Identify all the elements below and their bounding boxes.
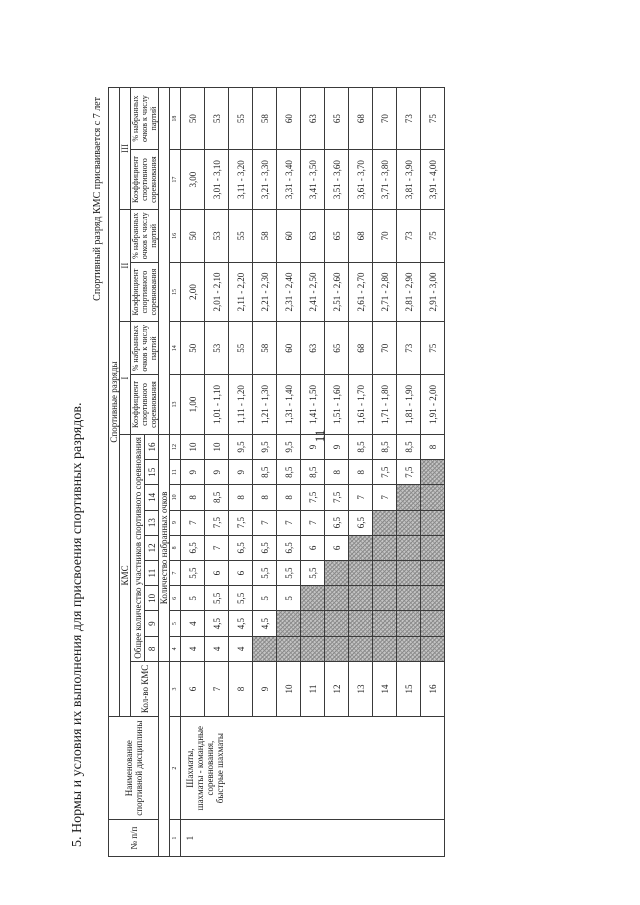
points-cell bbox=[397, 485, 421, 510]
header-pad-right bbox=[159, 88, 170, 435]
points-cell bbox=[301, 586, 325, 611]
points-cell: 8,5 bbox=[397, 434, 421, 459]
r1-coef-cell: 1,51 - 1,60 bbox=[325, 375, 349, 435]
r3-pct-cell: 73 bbox=[397, 88, 421, 150]
points-cell: 5,5 bbox=[277, 561, 301, 586]
r3-pct-cell: 55 bbox=[229, 88, 253, 150]
r1-pct-cell: 50 bbox=[181, 322, 205, 375]
points-cell bbox=[325, 586, 349, 611]
table-row bbox=[181, 88, 205, 857]
column-number: 2 bbox=[170, 717, 181, 820]
kms-count-cell: 15 bbox=[397, 661, 421, 716]
header-row-1 bbox=[109, 88, 120, 857]
points-cell: 5,5 bbox=[181, 561, 205, 586]
points-cell: 4 bbox=[181, 636, 205, 661]
r2-coef-cell: 2,81 - 2,90 bbox=[397, 262, 421, 322]
points-cell bbox=[325, 636, 349, 661]
r3-pct-cell: 65 bbox=[325, 88, 349, 150]
points-cell: 7 bbox=[349, 485, 373, 510]
points-cell: 10 bbox=[205, 434, 229, 459]
points-cell bbox=[277, 636, 301, 661]
r3-coef-cell: 3,21 - 3,30 bbox=[253, 150, 277, 210]
header-total-participants: Общее количество участников спортивного соревнования bbox=[131, 434, 145, 661]
points-cell: 9,5 bbox=[277, 434, 301, 459]
r1-pct-cell: 75 bbox=[421, 322, 445, 375]
points-cell: 9 bbox=[301, 434, 325, 459]
kms-count-cell: 12 bbox=[325, 661, 349, 716]
points-cell bbox=[325, 611, 349, 636]
r3-pct-cell: 70 bbox=[373, 88, 397, 150]
points-cell: 7,5 bbox=[325, 485, 349, 510]
points-cell: 7 bbox=[277, 510, 301, 535]
r3-pct-cell: 53 bbox=[205, 88, 229, 150]
header-rank-2-pct: % набранных очков к числу партий bbox=[131, 209, 159, 262]
r2-pct-cell: 75 bbox=[421, 209, 445, 262]
points-cell: 6,5 bbox=[181, 535, 205, 560]
participant-count: 12 bbox=[145, 535, 159, 560]
r3-pct-cell: 58 bbox=[253, 88, 277, 150]
points-cell: 6,5 bbox=[349, 510, 373, 535]
points-cell: 4,5 bbox=[253, 611, 277, 636]
column-number: 14 bbox=[170, 322, 181, 375]
r2-coef-cell: 2,61 - 2,70 bbox=[349, 262, 373, 322]
points-cell: 9 bbox=[181, 460, 205, 485]
r1-pct-cell: 58 bbox=[253, 322, 277, 375]
discipline-line: шахматы - командные соревнования, bbox=[195, 725, 215, 811]
points-cell: 7 bbox=[373, 485, 397, 510]
r2-pct-cell: 73 bbox=[397, 209, 421, 262]
r3-pct-cell: 75 bbox=[421, 88, 445, 150]
r2-coef-cell: 2,31 - 2,40 bbox=[277, 262, 301, 322]
r2-coef-cell: 2,00 bbox=[181, 262, 205, 322]
r3-coef-cell: 3,71 - 3,80 bbox=[373, 150, 397, 210]
header-rank-3: III bbox=[120, 88, 131, 210]
discipline-line: Шахматы, bbox=[185, 748, 195, 788]
column-number: 17 bbox=[170, 150, 181, 210]
points-cell bbox=[421, 485, 445, 510]
points-cell: 8,5 bbox=[205, 485, 229, 510]
points-cell bbox=[397, 535, 421, 560]
header-rank-1-pct: % набранных очков к числу партий bbox=[131, 322, 159, 375]
points-cell: 6,5 bbox=[325, 510, 349, 535]
points-cell bbox=[421, 636, 445, 661]
points-cell bbox=[397, 561, 421, 586]
points-cell: 9 bbox=[229, 460, 253, 485]
column-number: 16 bbox=[170, 209, 181, 262]
kms-count-cell: 9 bbox=[253, 661, 277, 716]
points-cell bbox=[253, 636, 277, 661]
points-cell: 5,5 bbox=[301, 561, 325, 586]
points-cell: 7 bbox=[205, 535, 229, 560]
points-cell bbox=[397, 586, 421, 611]
points-caption-row bbox=[159, 88, 170, 857]
r3-pct-cell: 50 bbox=[181, 88, 205, 150]
r2-coef-cell: 2,11 - 2,20 bbox=[229, 262, 253, 322]
column-number: 1 bbox=[170, 820, 181, 857]
points-cell: 8 bbox=[253, 485, 277, 510]
header-rank-1: I bbox=[120, 322, 131, 434]
points-cell: 6,5 bbox=[277, 535, 301, 560]
points-cell bbox=[373, 561, 397, 586]
points-cell: 8,5 bbox=[373, 434, 397, 459]
points-cell: 9,5 bbox=[253, 434, 277, 459]
points-cell: 8 bbox=[349, 460, 373, 485]
points-cell bbox=[349, 611, 373, 636]
participant-count: 10 bbox=[145, 586, 159, 611]
points-cell: 6 bbox=[229, 561, 253, 586]
r3-coef-cell: 3,61 - 3,70 bbox=[349, 150, 373, 210]
kms-age-note: Спортивный разряд КМС присваивается с 7 лет bbox=[92, 97, 103, 301]
discipline-cell bbox=[181, 717, 445, 820]
points-cell bbox=[421, 586, 445, 611]
kms-count-cell: 7 bbox=[205, 661, 229, 716]
points-cell bbox=[373, 510, 397, 535]
participant-count: 8 bbox=[145, 636, 159, 661]
points-cell: 7,5 bbox=[301, 485, 325, 510]
r2-pct-cell: 55 bbox=[229, 209, 253, 262]
kms-count-cell: 10 bbox=[277, 661, 301, 716]
header-rank-3-coef: Коэффициент спортивного соревнования bbox=[131, 150, 159, 210]
header-kms: КМС bbox=[120, 434, 131, 716]
r1-pct-cell: 73 bbox=[397, 322, 421, 375]
points-cell: 6 bbox=[325, 535, 349, 560]
r2-pct-cell: 63 bbox=[301, 209, 325, 262]
r1-coef-cell: 1,21 - 1,30 bbox=[253, 375, 277, 435]
points-cell: 4 bbox=[181, 611, 205, 636]
r3-coef-cell: 3,81 - 3,90 bbox=[397, 150, 421, 210]
points-cell: 10 bbox=[181, 434, 205, 459]
r2-pct-cell: 68 bbox=[349, 209, 373, 262]
points-cell: 8 bbox=[325, 460, 349, 485]
header-pad-left bbox=[159, 661, 170, 856]
column-number: 8 bbox=[170, 535, 181, 560]
r1-coef-cell: 1,91 - 2,00 bbox=[421, 375, 445, 435]
points-cell bbox=[325, 561, 349, 586]
r2-coef-cell: 2,21 - 2,30 bbox=[253, 262, 277, 322]
points-cell: 7,5 bbox=[205, 510, 229, 535]
r3-pct-cell: 60 bbox=[277, 88, 301, 150]
r1-coef-cell: 1,01 - 1,10 bbox=[205, 375, 229, 435]
column-number: 12 bbox=[170, 434, 181, 459]
r2-coef-cell: 2,71 - 2,80 bbox=[373, 262, 397, 322]
points-cell bbox=[301, 611, 325, 636]
points-cell: 4 bbox=[205, 636, 229, 661]
page-number: 11 bbox=[312, 429, 327, 443]
participant-count: 11 bbox=[145, 561, 159, 586]
header-rank-1-coef: Коэффициент спортивного соревнования bbox=[131, 375, 159, 435]
points-cell: 8 bbox=[277, 485, 301, 510]
r1-coef-cell: 1,00 bbox=[181, 375, 205, 435]
r1-pct-cell: 70 bbox=[373, 322, 397, 375]
points-cell bbox=[349, 586, 373, 611]
r3-coef-cell: 3,00 bbox=[181, 150, 205, 210]
column-number: 5 bbox=[170, 611, 181, 636]
participant-count: 13 bbox=[145, 510, 159, 535]
points-cell: 7,5 bbox=[229, 510, 253, 535]
points-cell bbox=[421, 510, 445, 535]
column-number: 13 bbox=[170, 375, 181, 435]
participant-count: 16 bbox=[145, 434, 159, 459]
points-cell: 6,5 bbox=[253, 535, 277, 560]
points-cell: 6,5 bbox=[229, 535, 253, 560]
header-rank-2-coef: Коэффициент спортивного соревнования bbox=[131, 262, 159, 322]
column-number: 9 bbox=[170, 510, 181, 535]
kms-count-cell: 16 bbox=[421, 661, 445, 716]
points-cell bbox=[373, 636, 397, 661]
r3-coef-cell: 3,01 - 3,10 bbox=[205, 150, 229, 210]
points-cell bbox=[421, 535, 445, 560]
kms-count-cell: 11 bbox=[301, 661, 325, 716]
r1-pct-cell: 65 bbox=[325, 322, 349, 375]
points-cell bbox=[373, 586, 397, 611]
r1-pct-cell: 55 bbox=[229, 322, 253, 375]
points-cell bbox=[349, 535, 373, 560]
points-cell bbox=[349, 561, 373, 586]
norms-table bbox=[108, 87, 445, 857]
r2-pct-cell: 65 bbox=[325, 209, 349, 262]
points-cell: 4,5 bbox=[229, 611, 253, 636]
points-cell: 4,5 bbox=[205, 611, 229, 636]
column-number: 6 bbox=[170, 586, 181, 611]
points-cell: 5,5 bbox=[253, 561, 277, 586]
points-cell: 7 bbox=[301, 510, 325, 535]
points-cell: 5 bbox=[181, 586, 205, 611]
rotated-page bbox=[28, 87, 628, 857]
participant-count: 14 bbox=[145, 485, 159, 510]
discipline-line: быстрые шахматы bbox=[215, 733, 225, 804]
points-cell: 6 bbox=[301, 535, 325, 560]
points-cell: 8 bbox=[421, 434, 445, 459]
header-rank-2: II bbox=[120, 209, 131, 321]
kms-count-cell: 14 bbox=[373, 661, 397, 716]
column-number: 10 bbox=[170, 485, 181, 510]
r3-pct-cell: 63 bbox=[301, 88, 325, 150]
document-heading: 5. Нормы и условия их выполнения для присвоения спортивных разрядов. bbox=[70, 402, 85, 847]
points-cell: 7 bbox=[181, 510, 205, 535]
kms-count-cell: 8 bbox=[229, 661, 253, 716]
points-cell bbox=[373, 611, 397, 636]
points-cell bbox=[397, 510, 421, 535]
points-cell: 8,5 bbox=[253, 460, 277, 485]
column-number: 18 bbox=[170, 88, 181, 150]
points-cell: 7,5 bbox=[373, 460, 397, 485]
r1-pct-cell: 63 bbox=[301, 322, 325, 375]
points-cell bbox=[373, 535, 397, 560]
points-cell: 8 bbox=[229, 485, 253, 510]
points-cell: 6 bbox=[205, 561, 229, 586]
r2-pct-cell: 70 bbox=[373, 209, 397, 262]
header-sport-ranks: Спортивные разряды bbox=[109, 88, 120, 717]
r1-coef-cell: 1,11 - 1,20 bbox=[229, 375, 253, 435]
r3-coef-cell: 3,51 - 3,60 bbox=[325, 150, 349, 210]
points-cell: 8,5 bbox=[301, 460, 325, 485]
column-number: 11 bbox=[170, 460, 181, 485]
r3-coef-cell: 3,31 - 3,40 bbox=[277, 150, 301, 210]
kms-count-cell: 13 bbox=[349, 661, 373, 716]
r3-coef-cell: 3,11 - 3,20 bbox=[229, 150, 253, 210]
r2-coef-cell: 2,41 - 2,50 bbox=[301, 262, 325, 322]
header-rank-3-pct: % набранных очков к числу партий bbox=[131, 88, 159, 150]
header-kms-count: Кол-во КМС bbox=[131, 661, 159, 716]
r1-coef-cell: 1,61 - 1,70 bbox=[349, 375, 373, 435]
r2-pct-cell: 60 bbox=[277, 209, 301, 262]
points-cell: 5,5 bbox=[229, 586, 253, 611]
row-number: 1 bbox=[181, 820, 445, 857]
r1-coef-cell: 1,41 - 1,50 bbox=[301, 375, 325, 435]
column-number: 4 bbox=[170, 636, 181, 661]
points-cell bbox=[421, 611, 445, 636]
points-cell: 7,5 bbox=[397, 460, 421, 485]
r2-coef-cell: 2,51 - 2,60 bbox=[325, 262, 349, 322]
r1-pct-cell: 68 bbox=[349, 322, 373, 375]
r2-pct-cell: 58 bbox=[253, 209, 277, 262]
r3-pct-cell: 68 bbox=[349, 88, 373, 150]
r2-coef-cell: 2,01 - 2,10 bbox=[205, 262, 229, 322]
r1-coef-cell: 1,81 - 1,90 bbox=[397, 375, 421, 435]
column-number: 3 bbox=[170, 661, 181, 716]
points-cell: 9,5 bbox=[229, 434, 253, 459]
r1-pct-cell: 60 bbox=[277, 322, 301, 375]
points-cell: 5 bbox=[253, 586, 277, 611]
r1-coef-cell: 1,31 - 1,40 bbox=[277, 375, 301, 435]
participant-count: 15 bbox=[145, 460, 159, 485]
points-cell: 9 bbox=[325, 434, 349, 459]
header-points-count: Количество набранных очков bbox=[159, 434, 170, 661]
column-number-row bbox=[170, 88, 181, 857]
r1-coef-cell: 1,71 - 1,80 bbox=[373, 375, 397, 435]
r1-pct-cell: 53 bbox=[205, 322, 229, 375]
points-cell bbox=[397, 611, 421, 636]
r3-coef-cell: 3,41 - 3,50 bbox=[301, 150, 325, 210]
points-cell: 5,5 bbox=[205, 586, 229, 611]
points-cell: 7 bbox=[253, 510, 277, 535]
header-number: № п/п bbox=[109, 820, 159, 857]
points-cell: 5 bbox=[277, 586, 301, 611]
points-cell bbox=[421, 561, 445, 586]
r2-coef-cell: 2,91 - 3,00 bbox=[421, 262, 445, 322]
participant-count: 9 bbox=[145, 611, 159, 636]
r2-pct-cell: 50 bbox=[181, 209, 205, 262]
kms-count-cell: 6 bbox=[181, 661, 205, 716]
points-cell bbox=[301, 636, 325, 661]
points-cell: 4 bbox=[229, 636, 253, 661]
header-discipline: Наименование спортивной дисциплины bbox=[109, 717, 159, 820]
column-number: 15 bbox=[170, 262, 181, 322]
points-cell bbox=[421, 460, 445, 485]
points-cell: 8,5 bbox=[277, 460, 301, 485]
r3-coef-cell: 3,91 - 4,00 bbox=[421, 150, 445, 210]
points-cell bbox=[277, 611, 301, 636]
points-cell: 8,5 bbox=[349, 434, 373, 459]
points-cell bbox=[397, 636, 421, 661]
points-cell: 8 bbox=[181, 485, 205, 510]
points-cell bbox=[349, 636, 373, 661]
r2-pct-cell: 53 bbox=[205, 209, 229, 262]
points-cell: 9 bbox=[205, 460, 229, 485]
column-number: 7 bbox=[170, 561, 181, 586]
